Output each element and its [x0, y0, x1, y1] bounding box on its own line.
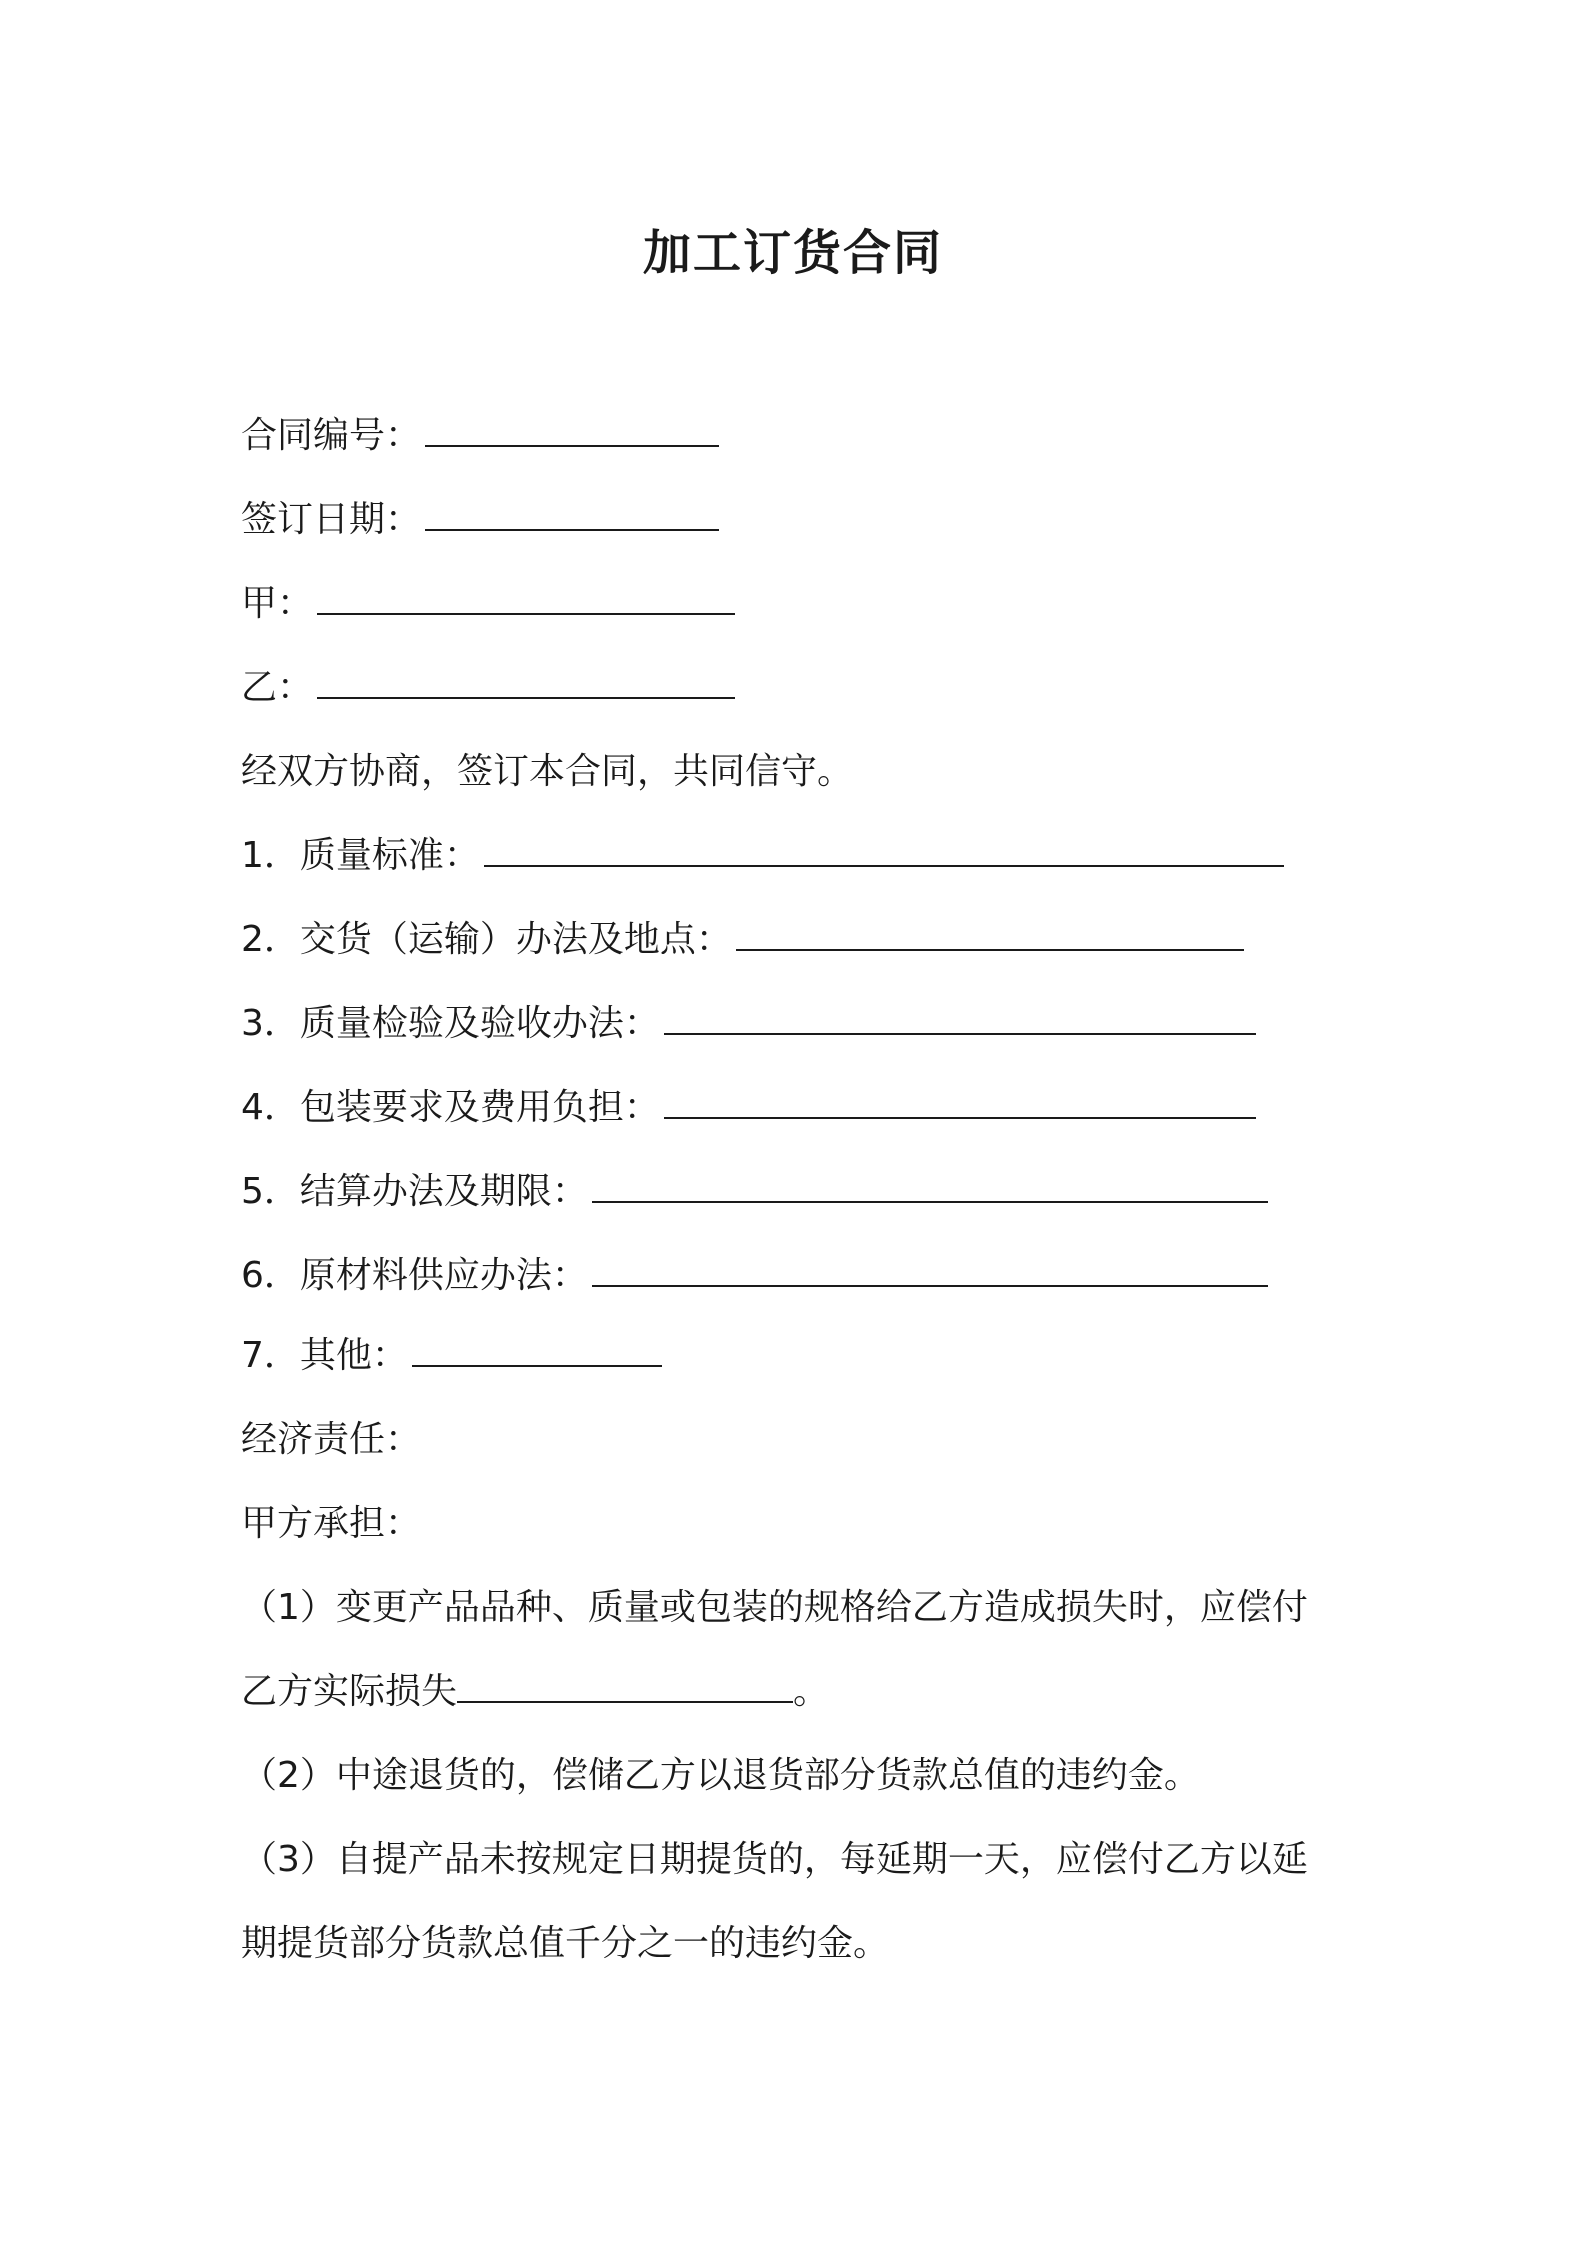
clause-2-blank[interactable] [736, 919, 1244, 951]
party-a-item-3-line-2: 期提货部分货款总值千分之一的违约金。 [241, 1923, 890, 1964]
clause-3-blank[interactable] [664, 1003, 1256, 1035]
clause-2-label: 2．交货（运输）办法及地点： [241, 919, 732, 960]
clause-6-label: 6．原材料供应办法： [241, 1255, 588, 1296]
signing-date-blank[interactable] [425, 499, 719, 531]
party-a-label: 甲： [241, 583, 314, 624]
party-a-blank[interactable] [317, 583, 735, 615]
party-a-item-1-line-2 [241, 1668, 829, 1716]
party-b-field [241, 664, 735, 712]
clause-4-blank[interactable] [664, 1087, 1256, 1119]
clause-1-label: 1．质量标准： [241, 835, 480, 876]
clause-4 [241, 1084, 1256, 1132]
liability-heading: 经济责任： [241, 1419, 422, 1460]
party-a-item-1-prefix: 乙方实际损失 [241, 1671, 458, 1712]
party-a-item-1-suffix: 。 [793, 1671, 830, 1712]
party-b-label: 乙： [241, 667, 314, 708]
clause-3-label: 3．质量检验及验收办法： [241, 1003, 660, 1044]
party-a-item-3-line-1: （3）自提产品未按规定日期提货的，每延期一天，应偿付乙方以延 [241, 1839, 1308, 1880]
contract-number-label: 合同编号： [241, 415, 422, 456]
contract-number-field [241, 412, 719, 460]
party-a-heading: 甲方承担： [241, 1503, 422, 1544]
clause-1-blank[interactable] [484, 835, 1284, 867]
document-title: 加工订货合同 [642, 225, 943, 281]
clause-4-label: 4．包装要求及费用负担： [241, 1087, 660, 1128]
intro-text: 经双方协商，签订本合同，共同信守。 [241, 751, 854, 792]
clause-7-label: 7．其他： [241, 1335, 408, 1376]
clause-5-blank[interactable] [592, 1171, 1268, 1203]
party-a-item-1-line-1: （1）变更产品品种、质量或包装的规格给乙方造成损失时，应偿付 [241, 1587, 1308, 1628]
clause-7-blank[interactable] [412, 1335, 662, 1367]
signing-date-field [241, 496, 719, 544]
signing-date-label: 签订日期： [241, 499, 422, 540]
clause-6 [241, 1252, 1268, 1300]
party-a-item-2: （2）中途退货的，偿储乙方以退货部分货款总值的违约金。 [241, 1755, 1200, 1796]
clause-6-blank[interactable] [592, 1255, 1268, 1287]
clause-5-label: 5．结算办法及期限： [241, 1171, 588, 1212]
clause-1 [241, 832, 1284, 880]
actual-loss-blank[interactable] [457, 1671, 793, 1703]
party-a-field [241, 580, 735, 628]
contract-number-blank[interactable] [425, 415, 719, 447]
party-b-blank[interactable] [317, 667, 735, 699]
clause-7 [241, 1332, 662, 1380]
clause-5 [241, 1168, 1268, 1216]
clause-2 [241, 916, 1244, 964]
clause-3 [241, 1000, 1256, 1048]
